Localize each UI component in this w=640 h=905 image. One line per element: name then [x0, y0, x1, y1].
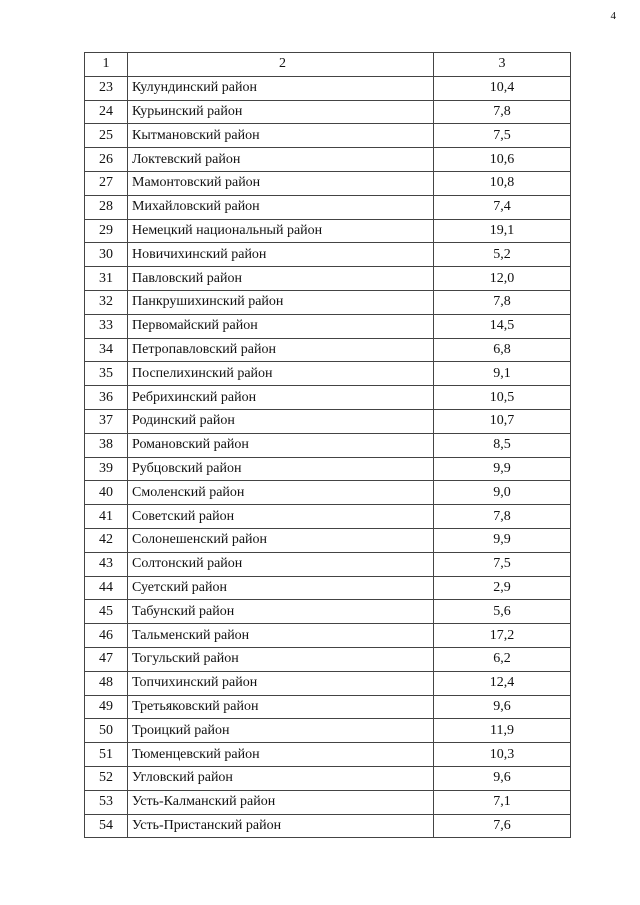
value-cell: 7,5 [434, 552, 571, 576]
table-row [85, 267, 571, 291]
row-number-cell: 34 [85, 338, 128, 362]
district-name-cell: Михайловский район [128, 195, 434, 219]
value-cell: 7,1 [434, 790, 571, 814]
table-row [85, 171, 571, 195]
value-cell: 14,5 [434, 314, 571, 338]
value-cell: 6,8 [434, 338, 571, 362]
table-row [85, 76, 571, 100]
table-row [85, 743, 571, 767]
row-number-cell: 24 [85, 100, 128, 124]
table-row [85, 719, 571, 743]
district-name-cell: Локтевский район [128, 148, 434, 172]
row-number-cell: 26 [85, 148, 128, 172]
district-name-cell: Усть-Пристанский район [128, 814, 434, 838]
district-name-cell: Первомайский район [128, 314, 434, 338]
district-name-cell: Павловский район [128, 267, 434, 291]
value-cell: 11,9 [434, 719, 571, 743]
row-number-cell: 36 [85, 386, 128, 410]
district-name-cell: Панкрушихинский район [128, 290, 434, 314]
district-name-cell: Кытмановский район [128, 124, 434, 148]
district-name-cell: Мамонтовский район [128, 171, 434, 195]
row-number-cell: 29 [85, 219, 128, 243]
district-name-cell: Новичихинский район [128, 243, 434, 267]
district-name-cell: Смоленский район [128, 481, 434, 505]
district-name-cell: Родинский район [128, 409, 434, 433]
district-name-cell: Третьяковский район [128, 695, 434, 719]
districts-table [84, 52, 571, 838]
table-row [85, 124, 571, 148]
row-number-cell: 47 [85, 647, 128, 671]
table-row [85, 695, 571, 719]
row-number-cell: 27 [85, 171, 128, 195]
row-number-cell: 25 [85, 124, 128, 148]
table-header-row [85, 53, 571, 77]
row-number-cell: 38 [85, 433, 128, 457]
table-row [85, 243, 571, 267]
value-cell: 19,1 [434, 219, 571, 243]
table-row [85, 433, 571, 457]
row-number-cell: 32 [85, 290, 128, 314]
value-cell: 12,0 [434, 267, 571, 291]
row-number-cell: 45 [85, 600, 128, 624]
table-row [85, 219, 571, 243]
value-cell: 7,4 [434, 195, 571, 219]
value-cell: 9,9 [434, 457, 571, 481]
value-cell: 10,4 [434, 76, 571, 100]
value-cell: 9,0 [434, 481, 571, 505]
table-row [85, 576, 571, 600]
district-name-cell: Троицкий район [128, 719, 434, 743]
header-cell-number: 1 [85, 53, 128, 77]
table-row [85, 100, 571, 124]
district-name-cell: Ребрихинский район [128, 386, 434, 410]
value-cell: 9,9 [434, 528, 571, 552]
value-cell: 5,2 [434, 243, 571, 267]
value-cell: 8,5 [434, 433, 571, 457]
table-row [85, 338, 571, 362]
district-name-cell: Тальменский район [128, 624, 434, 648]
table-row [85, 481, 571, 505]
row-number-cell: 50 [85, 719, 128, 743]
district-name-cell: Суетский район [128, 576, 434, 600]
row-number-cell: 31 [85, 267, 128, 291]
row-number-cell: 30 [85, 243, 128, 267]
district-name-cell: Советский район [128, 505, 434, 529]
district-name-cell: Кулундинский район [128, 76, 434, 100]
value-cell: 7,8 [434, 290, 571, 314]
row-number-cell: 37 [85, 409, 128, 433]
district-name-cell: Немецкий национальный район [128, 219, 434, 243]
row-number-cell: 42 [85, 528, 128, 552]
value-cell: 17,2 [434, 624, 571, 648]
value-cell: 5,6 [434, 600, 571, 624]
district-name-cell: Усть-Калманский район [128, 790, 434, 814]
district-name-cell: Курьинский район [128, 100, 434, 124]
value-cell: 7,8 [434, 100, 571, 124]
district-name-cell: Тогульский район [128, 647, 434, 671]
value-cell: 10,3 [434, 743, 571, 767]
table-row [85, 290, 571, 314]
table-row [85, 148, 571, 172]
row-number-cell: 52 [85, 766, 128, 790]
row-number-cell: 35 [85, 362, 128, 386]
table-row [85, 790, 571, 814]
value-cell: 9,6 [434, 766, 571, 790]
value-cell: 12,4 [434, 671, 571, 695]
table-row [85, 814, 571, 838]
district-name-cell: Топчихинский район [128, 671, 434, 695]
value-cell: 10,8 [434, 171, 571, 195]
value-cell: 9,1 [434, 362, 571, 386]
table-row [85, 600, 571, 624]
row-number-cell: 43 [85, 552, 128, 576]
table-row [85, 624, 571, 648]
row-number-cell: 40 [85, 481, 128, 505]
district-name-cell: Тюменцевский район [128, 743, 434, 767]
row-number-cell: 33 [85, 314, 128, 338]
value-cell: 7,6 [434, 814, 571, 838]
table-row [85, 647, 571, 671]
row-number-cell: 44 [85, 576, 128, 600]
header-cell-value: 3 [434, 53, 571, 77]
row-number-cell: 46 [85, 624, 128, 648]
table-row [85, 195, 571, 219]
table-row [85, 314, 571, 338]
table-body [85, 53, 571, 838]
row-number-cell: 51 [85, 743, 128, 767]
page-number: 4 [610, 10, 616, 22]
district-name-cell: Солонешенский район [128, 528, 434, 552]
value-cell: 10,5 [434, 386, 571, 410]
table-row [85, 505, 571, 529]
district-name-cell: Угловский район [128, 766, 434, 790]
table-row [85, 552, 571, 576]
header-cell-name: 2 [128, 53, 434, 77]
value-cell: 7,8 [434, 505, 571, 529]
row-number-cell: 39 [85, 457, 128, 481]
district-name-cell: Романовский район [128, 433, 434, 457]
district-name-cell: Солтонский район [128, 552, 434, 576]
value-cell: 9,6 [434, 695, 571, 719]
district-name-cell: Табунский район [128, 600, 434, 624]
table-row [85, 528, 571, 552]
row-number-cell: 23 [85, 76, 128, 100]
row-number-cell: 28 [85, 195, 128, 219]
row-number-cell: 49 [85, 695, 128, 719]
table-row [85, 457, 571, 481]
value-cell: 10,6 [434, 148, 571, 172]
value-cell: 6,2 [434, 647, 571, 671]
district-name-cell: Поспелихинский район [128, 362, 434, 386]
value-cell: 7,5 [434, 124, 571, 148]
district-name-cell: Рубцовский район [128, 457, 434, 481]
row-number-cell: 48 [85, 671, 128, 695]
row-number-cell: 41 [85, 505, 128, 529]
row-number-cell: 53 [85, 790, 128, 814]
district-name-cell: Петропавловский район [128, 338, 434, 362]
value-cell: 2,9 [434, 576, 571, 600]
table-row [85, 386, 571, 410]
table-row [85, 671, 571, 695]
table-row [85, 409, 571, 433]
table-row [85, 362, 571, 386]
row-number-cell: 54 [85, 814, 128, 838]
value-cell: 10,7 [434, 409, 571, 433]
table-row [85, 766, 571, 790]
